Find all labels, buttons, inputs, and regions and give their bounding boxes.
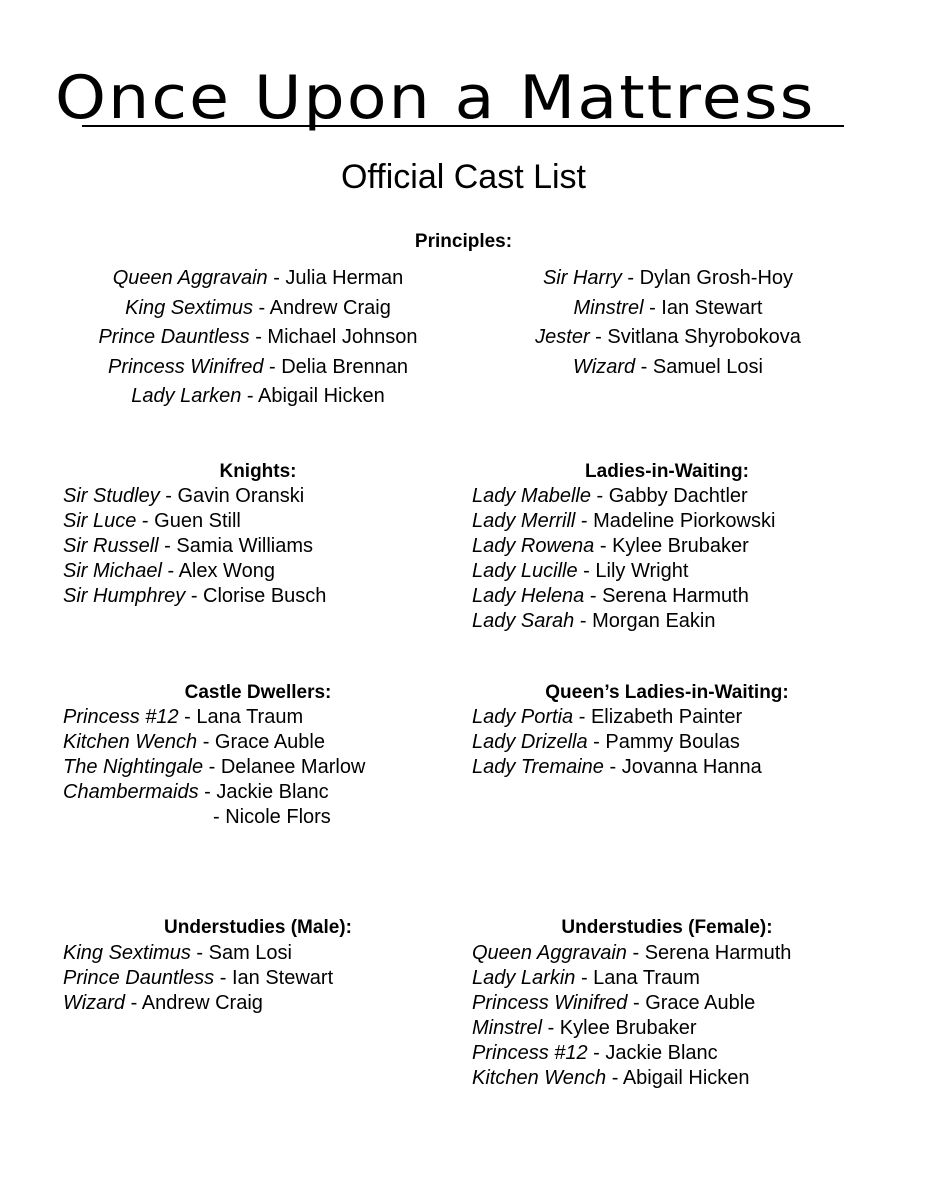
cast-actor: - Lana Traum bbox=[575, 967, 700, 989]
cast-actor: - Jovanna Hanna bbox=[603, 756, 762, 778]
cast-entry bbox=[468, 264, 868, 294]
understudies-male-heading: Understudies (Male): bbox=[164, 917, 352, 938]
cast-entry bbox=[63, 534, 453, 559]
cast-entry bbox=[472, 730, 912, 755]
cast-role: Princess Winifred bbox=[108, 355, 264, 378]
cast-role: Prince Dauntless bbox=[63, 967, 215, 989]
cast-entry bbox=[63, 941, 453, 966]
cast-role: Queen Aggravain bbox=[112, 267, 268, 289]
cast-role: Princess #12 bbox=[63, 706, 179, 728]
cast-entry bbox=[472, 534, 912, 559]
cast-role: The Nightingale bbox=[63, 756, 204, 778]
cast-entry bbox=[58, 323, 458, 353]
cast-actor: - Samia Williams bbox=[158, 535, 314, 557]
cast-role: Lady Larken bbox=[131, 385, 242, 407]
page-subtitle: Official Cast List bbox=[340, 158, 586, 196]
cast-actor: - Jackie Blanc bbox=[587, 1042, 718, 1064]
cast-role: Chambermaids bbox=[63, 781, 199, 803]
cast-role: Jester bbox=[535, 326, 590, 348]
queens-ladies-heading: Queen’s Ladies-in-Waiting: bbox=[545, 682, 789, 703]
cast-actor: - Elizabeth Painter bbox=[573, 706, 743, 728]
cast-actor: - Abigail Hicken bbox=[241, 385, 385, 407]
cast-role: Lady Mabelle bbox=[472, 485, 591, 507]
cast-actor: - Svitlana Shyrobokova bbox=[589, 326, 801, 348]
cast-actor: - Madeline Piorkowski bbox=[575, 510, 776, 532]
cast-actor: - Clorise Busch bbox=[185, 585, 327, 607]
cast-role: Lady Sarah bbox=[472, 610, 575, 632]
cast-entry bbox=[63, 730, 453, 755]
cast-entry bbox=[63, 559, 453, 584]
cast-entry bbox=[63, 805, 453, 830]
cast-actor: - Serena Harmuth bbox=[584, 585, 749, 607]
cast-role: Wizard bbox=[63, 992, 126, 1014]
cast-entry bbox=[472, 705, 912, 730]
cast-actor: - Gavin Oranski bbox=[159, 485, 305, 507]
cast-actor: - Jackie Blanc bbox=[198, 781, 329, 803]
cast-actor: - Ian Stewart bbox=[643, 296, 763, 319]
cast-role: Lady Rowena bbox=[472, 535, 595, 557]
cast-actor: - Ian Stewart bbox=[214, 967, 334, 989]
cast-role: Sir Humphrey bbox=[63, 585, 186, 607]
cast-role: King Sextimus bbox=[63, 942, 191, 964]
understudies-female-heading: Understudies (Female): bbox=[561, 917, 773, 938]
cast-role: Lady Larkin bbox=[472, 967, 576, 989]
cast-entry bbox=[63, 966, 453, 991]
principles-heading: Principles: bbox=[414, 231, 513, 252]
cast-entry bbox=[63, 991, 453, 1016]
cast-actor: - Kylee Brubaker bbox=[542, 1017, 697, 1039]
cast-actor: - Michael Johnson bbox=[249, 326, 418, 348]
cast-entry bbox=[58, 264, 458, 294]
cast-actor: - Andrew Craig bbox=[125, 992, 263, 1014]
principles-right-list bbox=[468, 264, 868, 382]
principles-left-list bbox=[58, 264, 458, 412]
cast-entry bbox=[63, 484, 453, 509]
cast-entry bbox=[468, 294, 868, 324]
cast-entry bbox=[472, 1016, 912, 1041]
cast-entry bbox=[58, 353, 458, 383]
cast-entry bbox=[472, 559, 912, 584]
cast-entry bbox=[63, 705, 453, 730]
cast-entry bbox=[472, 755, 912, 780]
cast-actor: - Grace Auble bbox=[627, 992, 756, 1014]
cast-actor: - Dylan Grosh-Hoy bbox=[621, 267, 794, 289]
cast-entry bbox=[472, 609, 912, 634]
cast-entry bbox=[472, 941, 912, 966]
knights-list bbox=[63, 484, 453, 609]
cast-role: Wizard bbox=[573, 355, 636, 378]
cast-actor: - Lily Wright bbox=[577, 560, 689, 582]
cast-role: Prince Dauntless bbox=[98, 326, 250, 348]
cast-actor: - Abigail Hicken bbox=[606, 1067, 750, 1089]
cast-entry bbox=[58, 294, 458, 324]
cast-actor: - Sam Losi bbox=[190, 942, 292, 964]
understudies-female-list bbox=[472, 941, 912, 1091]
cast-actor: - Kylee Brubaker bbox=[594, 535, 749, 557]
cast-role: Queen Aggravain bbox=[472, 942, 627, 964]
cast-role: Sir Russell bbox=[63, 535, 159, 557]
cast-entry bbox=[63, 509, 453, 534]
cast-actor: - Morgan Eakin bbox=[574, 610, 716, 632]
cast-role: Princess #12 bbox=[472, 1042, 588, 1064]
cast-role: Minstrel bbox=[573, 296, 644, 319]
cast-entry bbox=[472, 484, 912, 509]
cast-entry bbox=[472, 584, 912, 609]
cast-actor: - Samuel Losi bbox=[635, 355, 763, 378]
cast-role: Kitchen Wench bbox=[472, 1067, 607, 1089]
cast-role: Kitchen Wench bbox=[63, 731, 198, 753]
cast-role: Lady Drizella bbox=[472, 731, 588, 753]
ladies-list bbox=[472, 484, 912, 634]
cast-role: Sir Michael bbox=[63, 560, 162, 582]
cast-entry bbox=[468, 323, 868, 353]
castle-dwellers-list bbox=[63, 705, 453, 830]
cast-role: Lady Lucille bbox=[472, 560, 578, 582]
cast-role: King Sextimus bbox=[125, 296, 253, 319]
cast-role: Lady Merrill bbox=[472, 510, 576, 532]
cast-entry bbox=[472, 991, 912, 1016]
cast-entry bbox=[58, 382, 458, 412]
cast-entry bbox=[63, 755, 453, 780]
cast-entry bbox=[63, 780, 453, 805]
cast-actor: - Julia Herman bbox=[267, 267, 404, 289]
title-underline bbox=[82, 125, 844, 127]
cast-role: Lady Tremaine bbox=[472, 756, 604, 778]
cast-entry bbox=[472, 509, 912, 534]
cast-actor: - Nicole Flors bbox=[213, 806, 331, 828]
cast-actor: - Delia Brennan bbox=[263, 355, 408, 378]
cast-role: Sir Harry bbox=[542, 267, 622, 289]
knights-heading: Knights: bbox=[219, 461, 297, 482]
cast-entry bbox=[472, 1041, 912, 1066]
cast-role: Minstrel bbox=[472, 1017, 543, 1039]
cast-actor: - Guen Still bbox=[136, 510, 241, 532]
page-title: Once Upon a Mattress bbox=[55, 63, 816, 133]
cast-actor: - Pammy Boulas bbox=[587, 731, 740, 753]
cast-entry bbox=[63, 584, 453, 609]
cast-role: Lady Portia bbox=[472, 706, 574, 728]
cast-actor: - Andrew Craig bbox=[253, 296, 391, 319]
cast-actor: - Serena Harmuth bbox=[626, 942, 792, 964]
cast-actor: - Gabby Dachtler bbox=[590, 485, 748, 507]
queens-ladies-list bbox=[472, 705, 912, 780]
cast-role: Lady Helena bbox=[472, 585, 585, 607]
cast-actor: - Grace Auble bbox=[197, 731, 325, 753]
cast-actor: - Delanee Marlow bbox=[203, 756, 366, 778]
cast-role: Sir Luce bbox=[63, 510, 137, 532]
cast-actor: - Alex Wong bbox=[161, 560, 275, 582]
understudies-male-list bbox=[63, 941, 453, 1016]
cast-role: Princess Winifred bbox=[472, 992, 628, 1014]
cast-entry bbox=[472, 1066, 912, 1091]
castle-dwellers-heading: Castle Dwellers: bbox=[184, 682, 332, 703]
cast-role: Sir Studley bbox=[63, 485, 160, 507]
ladies-heading: Ladies-in-Waiting: bbox=[585, 461, 749, 482]
cast-entry bbox=[468, 353, 868, 383]
cast-actor: - Lana Traum bbox=[178, 706, 304, 728]
cast-entry bbox=[472, 966, 912, 991]
